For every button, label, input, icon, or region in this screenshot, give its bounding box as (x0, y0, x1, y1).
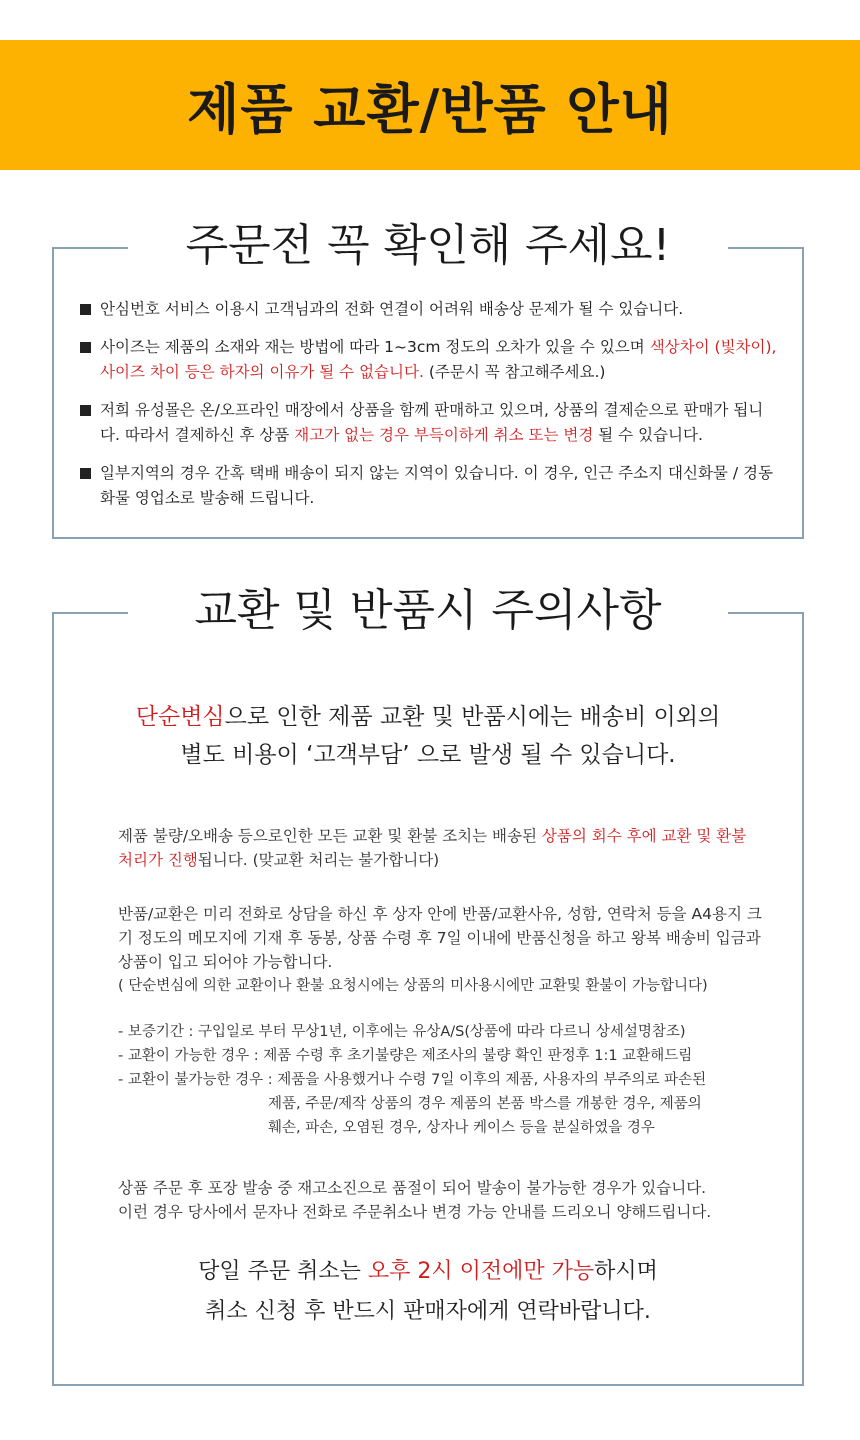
square-bullet-icon (80, 468, 91, 479)
square-bullet-icon (80, 342, 91, 353)
list-item: 훼손, 파손, 오염된 경우, 상자나 케이스 등을 분실하였을 경우 (268, 1120, 655, 1136)
square-bullet-icon (80, 304, 91, 315)
paragraph-3: 상품 주문 후 포장 발송 중 재고소진으로 품절이 되어 발송이 불가능한 경우가 있습니다. 이런 경우 당사에서 문자나 전화로 주문취소나 변경 가능 안내를 드리오니 양해드립니다. (118, 1179, 712, 1221)
final-notice: 당일 주문 취소는 오후 2시 이전에만 가능하시며 취소 신청 후 반드시 판매자에게 연락바랍니다. (198, 1259, 658, 1324)
notice-title: 주문전 꼭 확인해 주세요! (164, 209, 693, 283)
caution-box (52, 585, 804, 1386)
page-title: 제품 교환/반품 안내 (187, 77, 673, 141)
list-item: - 교환이 불가능한 경우 : 제품을 사용했거나 수령 7일 이후의 제품, 사용자의 부주의로 파손된 (118, 1072, 707, 1088)
notice-box (52, 220, 804, 539)
list-item: 제품, 주문/제작 상품의 경우 제품의 본품 박스를 개봉한 경우, 제품의 (268, 1096, 702, 1112)
policy-list (118, 1020, 762, 1140)
list-item: - 교환이 가능한 경우 : 제품 수령 후 초기불량은 제조사의 불량 확인 판정후 1:1 교환해드림 (118, 1048, 693, 1064)
list-item: 안심번호 서비스 이용시 고객님과의 전화 연결이 어려워 배송상 문제가 될 수 있습니다. (80, 297, 780, 322)
list-item: - 보증기간 : 구입일로 부터 무상1년, 이후에는 유상A/S(상품에 따라 다르니 상세설명참조) (118, 1024, 686, 1040)
paragraph-2: 반품/교환은 미리 전화로 상담을 하신 후 상자 안에 반품/교환사유, 성함, 연락처 등을 A4용지 크기 정도의 메모지에 기재 후 동봉, 상품 수령 후 7일 이내에 반품신청을 하고 왕복 배송비 입금과 상품이 입고 되어야 가능합니다. ( 단순변심에 의한 교환이나 환불 요청시에는 상품의 미사용시에만 교환및 환불이 가능합니다) (118, 905, 762, 994)
notice-list (80, 297, 780, 524)
lead-text: 단순변심으로 인한 제품 교환 및 반품시에는 배송비 이외의 별도 비용이 ‘고객부담’ 으로 발생 될 수 있습니다. (135, 704, 721, 768)
list-item: 저희 유성몰은 온/오프라인 매장에서 상품을 함께 판매하고 있으며, 상품의 결제순으로 판매가 됩니다. 따라서 결제하신 후 상품 재고가 없는 경우 부득이하게 취소 또는 변경 될 수 있습니다. (80, 398, 780, 448)
list-item: 사이즈는 제품의 소재와 재는 방법에 따라 1~3cm 정도의 오차가 있을 수 있으며 색상차이 (빛차이), 사이즈 차이 등은 하자의 이유가 될 수 없습니다. (주문시 꼭 참고해주세요.) (80, 335, 780, 385)
list-item: 일부지역의 경우 간혹 택배 배송이 되지 않는 지역이 있습니다. 이 경우, 인근 주소지 대신화물 / 경동화물 영업소로 발송해 드립니다. (80, 461, 780, 511)
square-bullet-icon (80, 405, 91, 416)
caution-title: 교환 및 반품시 주의사항 (173, 574, 684, 648)
header-banner (0, 40, 860, 170)
paragraph-1: 제품 불량/오배송 등으로인한 모든 교환 및 환불 조치는 배송된 상품의 회수 후에 교환 및 환불 처리가 진행됩니다. (맞교환 처리는 불가합니다) (118, 827, 747, 869)
